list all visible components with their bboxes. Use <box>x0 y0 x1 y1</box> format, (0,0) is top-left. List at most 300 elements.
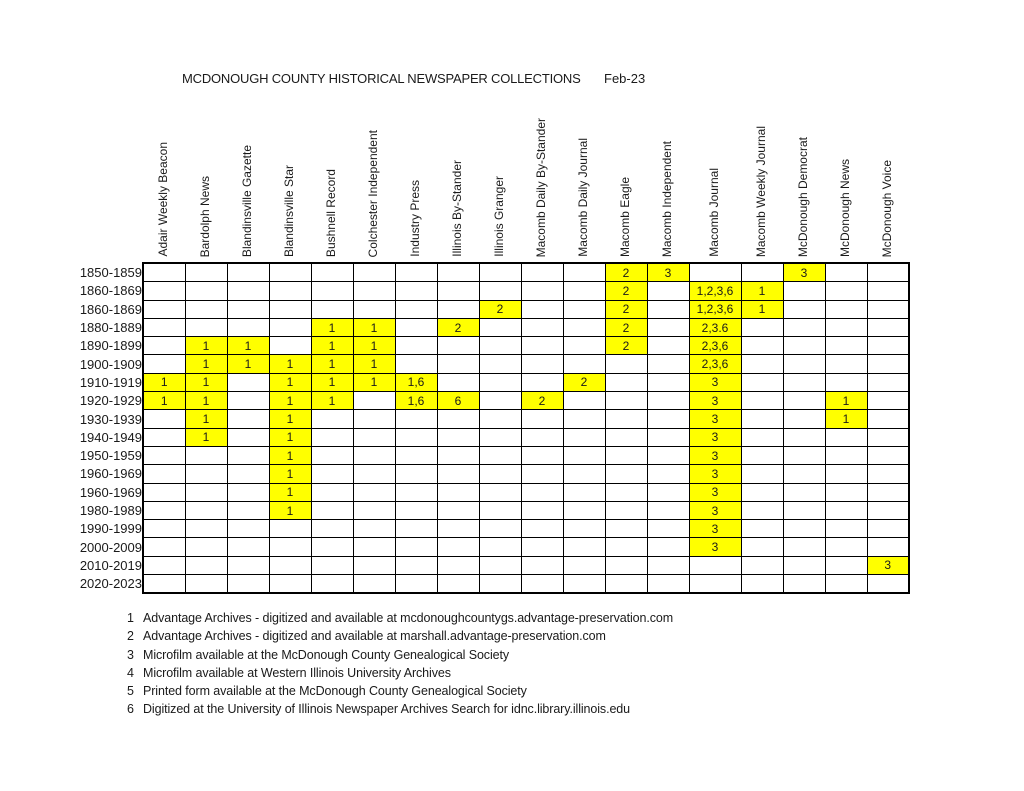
grid-cell <box>185 556 227 574</box>
grid-cell <box>605 575 647 594</box>
grid-cell: 2 <box>605 300 647 318</box>
grid-cell <box>227 428 269 446</box>
grid-cell <box>143 556 185 574</box>
grid-cell: 3 <box>867 556 909 574</box>
grid-cell <box>353 465 395 483</box>
grid-cell <box>605 501 647 519</box>
grid-cell <box>563 392 605 410</box>
grid-cell <box>437 483 479 501</box>
grid-cell <box>783 300 825 318</box>
grid-cell <box>269 282 311 300</box>
grid-cell <box>689 575 741 594</box>
grid-cell <box>437 428 479 446</box>
grid-cell <box>521 300 563 318</box>
grid-cell <box>647 337 689 355</box>
grid-cell <box>741 428 783 446</box>
grid-cell <box>825 446 867 464</box>
grid-cell <box>185 282 227 300</box>
grid-cell <box>741 501 783 519</box>
grid-cell: 1,6 <box>395 392 437 410</box>
grid-cell <box>143 501 185 519</box>
footnote-text: Advantage Archives - digitized and available at mcdonoughcountygs.advantage-preservation.com <box>143 611 674 625</box>
grid-cell <box>605 373 647 391</box>
grid-cell <box>741 392 783 410</box>
grid-cell <box>143 575 185 594</box>
table-row <box>65 300 909 318</box>
grid-cell: 1,2,3,6 <box>689 300 741 318</box>
grid-cell <box>353 300 395 318</box>
grid-cell <box>647 300 689 318</box>
column-header-label: Macomb Journal <box>707 168 722 257</box>
grid-cell: 3 <box>783 263 825 282</box>
grid-cell <box>437 446 479 464</box>
footnote <box>127 666 673 684</box>
grid-cell <box>825 337 867 355</box>
table-row <box>65 556 909 574</box>
grid-cell: 3 <box>689 483 741 501</box>
grid-cell: 1 <box>311 355 353 373</box>
grid-cell <box>143 300 185 318</box>
grid-cell <box>783 392 825 410</box>
grid-cell: 1 <box>227 337 269 355</box>
grid-cell <box>563 520 605 538</box>
grid-cell <box>311 575 353 594</box>
column-header-label: Bushnell Record <box>324 168 339 257</box>
grid-cell <box>437 556 479 574</box>
grid-cell <box>437 520 479 538</box>
column-header <box>647 110 689 263</box>
grid-cell <box>311 520 353 538</box>
grid-cell: 1 <box>269 373 311 391</box>
grid-cell <box>479 428 521 446</box>
column-header-label: Macomb Independent <box>660 140 675 257</box>
grid-cell <box>269 520 311 538</box>
column-header-label: Blandinsville Star <box>282 164 297 257</box>
grid-cell: 1 <box>825 410 867 428</box>
grid-cell <box>647 538 689 556</box>
grid-cell <box>437 282 479 300</box>
grid-cell: 1 <box>185 410 227 428</box>
column-header <box>227 110 269 263</box>
grid-cell <box>185 263 227 282</box>
row-label: 1860-1869 <box>79 283 142 299</box>
grid-cell <box>647 501 689 519</box>
grid-cell <box>437 373 479 391</box>
column-header <box>867 110 909 263</box>
grid-cell <box>269 318 311 336</box>
grid-cell: 1 <box>269 410 311 428</box>
grid-cell <box>825 355 867 373</box>
grid-cell <box>563 300 605 318</box>
grid-cell <box>227 483 269 501</box>
row-label: 2010-2019 <box>79 557 142 573</box>
row-label: 1900-1909 <box>79 356 142 372</box>
grid-cell <box>227 392 269 410</box>
grid-cell <box>353 446 395 464</box>
grid-cell: 1 <box>269 501 311 519</box>
grid-cell <box>741 446 783 464</box>
grid-cell <box>227 556 269 574</box>
grid-cell: 1 <box>269 355 311 373</box>
grid-cell <box>185 575 227 594</box>
grid-cell <box>867 300 909 318</box>
grid-cell <box>437 538 479 556</box>
grid-cell <box>437 501 479 519</box>
column-header <box>689 110 741 263</box>
grid-cell <box>689 556 741 574</box>
grid-cell <box>867 501 909 519</box>
grid-cell <box>227 263 269 282</box>
grid-cell: 1 <box>353 318 395 336</box>
grid-cell <box>395 318 437 336</box>
table-row <box>65 538 909 556</box>
grid-cell <box>689 263 741 282</box>
grid-cell <box>395 410 437 428</box>
grid-cell: 3 <box>689 465 741 483</box>
grid-cell <box>825 318 867 336</box>
footnote-number: 1 <box>127 611 134 625</box>
grid-cell <box>647 318 689 336</box>
grid-cell <box>521 318 563 336</box>
grid-cell <box>521 337 563 355</box>
grid-cell <box>437 300 479 318</box>
grid-cell: 1 <box>269 483 311 501</box>
grid-cell <box>783 520 825 538</box>
grid-cell: 1 <box>741 282 783 300</box>
grid-cell <box>479 318 521 336</box>
grid-cell <box>227 300 269 318</box>
grid-cell: 2 <box>521 392 563 410</box>
grid-cell: 2 <box>605 282 647 300</box>
grid-cell <box>783 355 825 373</box>
grid-cell: 1 <box>269 446 311 464</box>
grid-cell <box>867 428 909 446</box>
grid-cell <box>647 392 689 410</box>
grid-cell <box>825 428 867 446</box>
table-row <box>65 355 909 373</box>
grid-cell <box>783 410 825 428</box>
footnote-number: 2 <box>127 629 134 644</box>
grid-cell: 2 <box>479 300 521 318</box>
grid-cell <box>825 501 867 519</box>
grid-cell <box>783 538 825 556</box>
grid-cell <box>437 575 479 594</box>
grid-cell <box>143 282 185 300</box>
grid-cell <box>647 483 689 501</box>
table-row <box>65 410 909 428</box>
grid-cell <box>395 520 437 538</box>
grid-cell <box>563 355 605 373</box>
grid-cell <box>825 483 867 501</box>
grid-cell <box>521 483 563 501</box>
grid-cell <box>741 318 783 336</box>
grid-cell <box>311 300 353 318</box>
grid-cell: 1 <box>311 392 353 410</box>
grid-cell <box>647 446 689 464</box>
grid-cell: 3 <box>689 520 741 538</box>
grid-cell <box>437 337 479 355</box>
grid-cell <box>227 446 269 464</box>
grid-cell <box>563 575 605 594</box>
grid-cell <box>783 465 825 483</box>
grid-cell <box>185 465 227 483</box>
grid-cell <box>143 520 185 538</box>
footnote-text: Microfilm available at Western Illinois University Archives <box>143 665 451 680</box>
grid-cell <box>353 556 395 574</box>
grid-cell: 3 <box>689 410 741 428</box>
grid-cell <box>563 538 605 556</box>
grid-cell <box>143 483 185 501</box>
grid-cell <box>269 575 311 594</box>
grid-cell <box>227 575 269 594</box>
row-label: 1940-1949 <box>79 429 142 445</box>
grid-cell: 2,3,6 <box>689 355 741 373</box>
grid-cell <box>143 465 185 483</box>
grid-cell: 2 <box>605 263 647 282</box>
grid-cell: 1 <box>741 300 783 318</box>
grid-cell <box>783 337 825 355</box>
grid-cell: 1,6 <box>395 373 437 391</box>
footnote-number: 4 <box>127 665 134 680</box>
grid-cell <box>867 318 909 336</box>
grid-cell <box>563 318 605 336</box>
grid-cell <box>741 575 783 594</box>
grid-cell <box>825 538 867 556</box>
column-header <box>269 110 311 263</box>
grid-cell <box>227 410 269 428</box>
grid-cell: 1 <box>269 392 311 410</box>
grid-cell <box>479 392 521 410</box>
grid-cell <box>741 538 783 556</box>
grid-cell <box>825 282 867 300</box>
grid-cell <box>741 373 783 391</box>
column-header <box>783 110 825 263</box>
footnote <box>127 611 673 629</box>
grid-cell <box>269 300 311 318</box>
table-row <box>65 575 909 594</box>
grid-cell <box>353 538 395 556</box>
page-title: MCDONOUGH COUNTY HISTORICAL NEWSPAPER COLLECTIONS <box>182 71 581 86</box>
grid-cell: 2 <box>605 337 647 355</box>
grid-cell <box>563 337 605 355</box>
grid-cell: 3 <box>689 446 741 464</box>
table-row <box>65 337 909 355</box>
grid-cell <box>563 446 605 464</box>
grid-cell <box>605 355 647 373</box>
grid-cell <box>185 300 227 318</box>
footnote-number: 5 <box>127 684 134 699</box>
grid-cell <box>353 483 395 501</box>
footnote-number: 6 <box>127 702 134 717</box>
grid-cell: 3 <box>689 373 741 391</box>
grid-cell <box>563 282 605 300</box>
column-header-label: Macomb Eagle <box>618 176 633 257</box>
row-label: 1890-1899 <box>79 338 142 354</box>
footnote-text: Microfilm available at the McDonough County Genealogical Society <box>143 647 510 662</box>
table-row <box>65 483 909 501</box>
footnote <box>127 629 673 647</box>
row-label: 1990-1999 <box>79 521 142 537</box>
grid-cell <box>185 446 227 464</box>
grid-cell <box>143 538 185 556</box>
grid-cell <box>563 465 605 483</box>
column-header <box>311 110 353 263</box>
grid-cell <box>521 355 563 373</box>
column-header-label: Macomb Weekly Journal <box>754 125 769 257</box>
column-header-label: Macomb Daily Journal <box>576 138 591 257</box>
column-header <box>741 110 783 263</box>
column-header-label: Illinois Granger <box>492 176 507 257</box>
column-header <box>353 110 395 263</box>
grid-cell <box>563 263 605 282</box>
grid-cell: 1 <box>353 373 395 391</box>
grid-cell <box>143 428 185 446</box>
grid-cell <box>867 538 909 556</box>
grid-cell <box>605 446 647 464</box>
grid-cell <box>395 337 437 355</box>
grid-cell: 2 <box>605 318 647 336</box>
row-label: 1960-1969 <box>79 484 142 500</box>
grid-cell <box>353 282 395 300</box>
column-header <box>479 110 521 263</box>
grid-cell <box>143 337 185 355</box>
grid-cell <box>647 355 689 373</box>
grid-cell <box>605 392 647 410</box>
grid-cell <box>783 282 825 300</box>
column-header-label: McDonough Democrat <box>796 136 811 257</box>
grid-cell <box>353 575 395 594</box>
grid-cell <box>825 520 867 538</box>
grid-cell: 1 <box>185 355 227 373</box>
grid-cell <box>479 337 521 355</box>
grid-cell: 2,3,6 <box>689 337 741 355</box>
grid-cell <box>395 446 437 464</box>
grid-cell <box>825 300 867 318</box>
row-label: 2000-2009 <box>79 539 142 555</box>
grid-cell <box>185 538 227 556</box>
grid-cell <box>521 556 563 574</box>
grid-cell <box>227 465 269 483</box>
grid-cell <box>395 355 437 373</box>
grid-cell <box>311 263 353 282</box>
grid-cell <box>741 465 783 483</box>
grid-cell <box>867 483 909 501</box>
grid-cell <box>563 556 605 574</box>
grid-cell <box>227 318 269 336</box>
grid-cell <box>825 465 867 483</box>
grid-cell <box>311 465 353 483</box>
grid-cell <box>437 263 479 282</box>
grid-cell <box>783 318 825 336</box>
grid-cell <box>227 538 269 556</box>
grid-cell: 3 <box>689 428 741 446</box>
grid-cell <box>647 556 689 574</box>
grid-cell <box>311 501 353 519</box>
grid-cell <box>521 538 563 556</box>
footnotes-list <box>127 611 673 721</box>
grid-cell <box>311 446 353 464</box>
grid-cell <box>605 538 647 556</box>
grid-cell <box>143 318 185 336</box>
grid-cell <box>143 263 185 282</box>
grid-cell <box>741 355 783 373</box>
grid-cell <box>521 410 563 428</box>
grid-cell <box>563 501 605 519</box>
grid-cell <box>311 538 353 556</box>
grid-cell <box>605 465 647 483</box>
column-header-label: McDonough News <box>838 158 853 257</box>
grid-cell <box>647 520 689 538</box>
grid-cell: 3 <box>689 538 741 556</box>
grid-cell <box>605 410 647 428</box>
grid-cell <box>825 263 867 282</box>
grid-cell <box>867 282 909 300</box>
grid-cell <box>395 263 437 282</box>
grid-cell <box>479 282 521 300</box>
grid-cell <box>563 483 605 501</box>
grid-cell <box>395 282 437 300</box>
grid-cell <box>521 446 563 464</box>
grid-cell <box>311 428 353 446</box>
table-row <box>65 282 909 300</box>
grid-cell <box>867 263 909 282</box>
row-label: 1850-1859 <box>79 264 142 280</box>
grid-cell <box>521 263 563 282</box>
grid-cell <box>395 428 437 446</box>
grid-cell <box>269 263 311 282</box>
table-row <box>65 501 909 519</box>
row-label: 1930-1939 <box>79 411 142 427</box>
column-header <box>143 110 185 263</box>
grid-cell <box>395 300 437 318</box>
table-row <box>65 263 909 282</box>
row-label: 1860-1869 <box>79 301 142 317</box>
grid-cell <box>521 373 563 391</box>
grid-cell <box>353 410 395 428</box>
grid-cell: 1 <box>185 392 227 410</box>
footnote-text: Printed form available at the McDonough County Genealogical Society <box>143 684 527 699</box>
column-header-label: Blandinsville Gazette <box>240 144 255 257</box>
collections-table <box>65 110 910 594</box>
footnote <box>127 648 673 666</box>
grid-cell <box>521 282 563 300</box>
grid-cell: 1 <box>353 337 395 355</box>
table-row <box>65 373 909 391</box>
grid-cell: 3 <box>689 392 741 410</box>
column-header <box>395 110 437 263</box>
grid-cell <box>825 556 867 574</box>
row-label: 1880-1889 <box>79 320 142 336</box>
grid-cell <box>605 520 647 538</box>
grid-cell: 3 <box>647 263 689 282</box>
grid-cell: 1 <box>185 428 227 446</box>
grid-cell: 2 <box>563 373 605 391</box>
grid-cell <box>563 428 605 446</box>
report-date: Feb-23 <box>604 71 646 86</box>
grid-cell <box>479 483 521 501</box>
grid-cell <box>521 501 563 519</box>
grid-cell <box>521 428 563 446</box>
grid-cell <box>479 465 521 483</box>
table-row <box>65 446 909 464</box>
grid-cell <box>185 483 227 501</box>
grid-cell <box>867 355 909 373</box>
grid-cell: 1 <box>311 373 353 391</box>
grid-cell <box>353 428 395 446</box>
column-header-label: Illinois By-Stander <box>450 160 465 257</box>
grid-cell <box>867 392 909 410</box>
grid-cell <box>185 501 227 519</box>
